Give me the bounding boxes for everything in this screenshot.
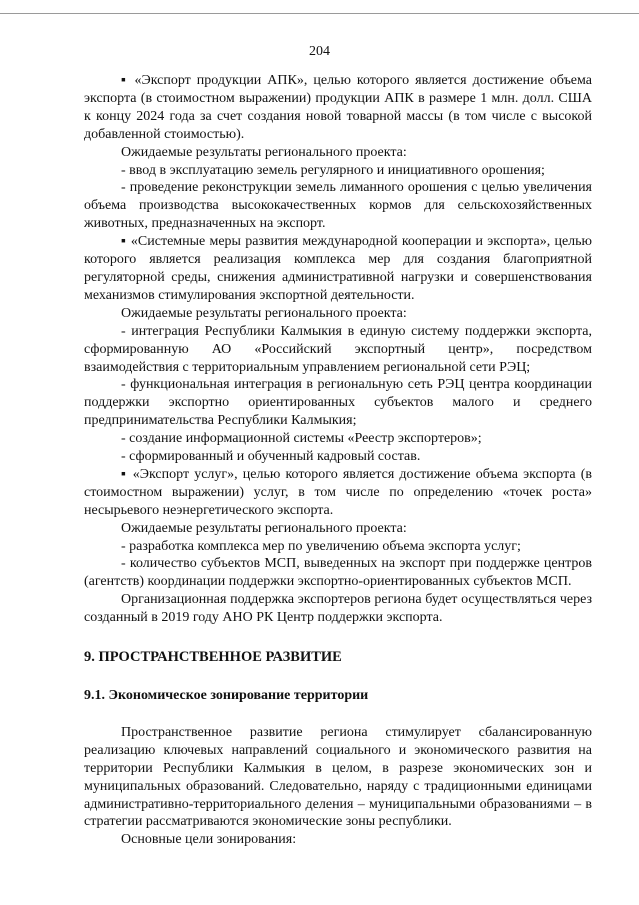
- page-content: [84, 72, 592, 849]
- paragraph-export-services: ▪ «Экспорт услуг», целью которого является достижение объема экспорта (в стоимостном выражении) услуг, в том числе по определению «точек роста» несырьевого неэнергетического экспорта.: [84, 466, 592, 518]
- list-item: - разработка комплекса мер по увеличению объема экспорта услуг;: [121, 538, 521, 554]
- paragraph-zoning-goals: Основные цели зонирования:: [121, 832, 297, 848]
- paragraph-expected-results: Ожидаемые результаты регионального проекта:: [121, 520, 407, 536]
- paragraph-spatial-development: Пространственное развитие региона стимулирует сбалансированную реализацию ключевых направлений социального и экономического развития на территории Республики Калмыкия в целом, в разрезе экономических зон и муниципальных образований. Следовательно, наряду с традиционными единицами административно-территориального деления – муниципальными образованиями – в стратегии рассматриваются экономические зоны республики.: [84, 724, 592, 830]
- paragraph-export-agro: ▪ «Экспорт продукции АПК», целью которого является достижение объема экспорта (в стоимостном выражении) продукции АПК в размере 1 млн. долл. США к концу 2024 года за счет создания новой товарной массы (в том числе с высокой добавленной стоимостью).: [84, 73, 592, 142]
- page-number: 204: [309, 44, 330, 59]
- list-item: - сформированный и обученный кадровый состав.: [121, 449, 421, 465]
- paragraph-expected-results: Ожидаемые результаты регионального проекта:: [121, 144, 407, 160]
- list-item: - функциональная интеграция в региональную сеть РЭЦ центра координации поддержки экспортно ориентированных субъектов малого и среднего предпринимательства Республики Калмыкия;: [84, 377, 592, 429]
- list-item: - ввод в эксплуатацию земель регулярного и инициативного орошения;: [121, 162, 545, 178]
- list-item: - создание информационной системы «Реестр экспортеров»;: [121, 431, 482, 447]
- section-heading: 9. ПРОСТРАНСТВЕННОЕ РАЗВИТИЕ: [84, 649, 342, 666]
- paragraph-organizational-support: Организационная поддержка экспортеров региона будет осуществляться через созданный в 2019 году АНО РК Центр поддержки экспорта.: [84, 592, 592, 626]
- top-scan-line: [0, 13, 639, 14]
- list-item: - интеграция Республики Калмыкия в единую систему поддержки экспорта, сформированную АО «Российский экспортный центр», посредством взаимодействия с территориальным управлением региональной сети РЭЦ;: [84, 323, 592, 375]
- paragraph-systemic-measures: ▪ «Системные меры развития международной кооперации и экспорта», целью которого является реализация комплекса мер для создания благоприятной регуляторной среды, снижения административной нагрузки и совершенствования механизмов стимулирования экспортной деятельности.: [84, 234, 592, 303]
- paragraph-expected-results: Ожидаемые результаты регионального проекта:: [121, 305, 407, 321]
- list-item: - проведение реконструкции земель лиманного орошения с целью увеличения объема производства высококачественных кормов для сельскохозяйственных животных, предназначенных на экспорт.: [84, 180, 592, 232]
- list-item: - количество субъектов МСП, выведенных на экспорт при поддержке центров (агентств) координации поддержки экспортно-ориентированных субъектов МСП.: [84, 556, 592, 590]
- subsection-heading: 9.1. Экономическое зонирование территории: [84, 688, 369, 703]
